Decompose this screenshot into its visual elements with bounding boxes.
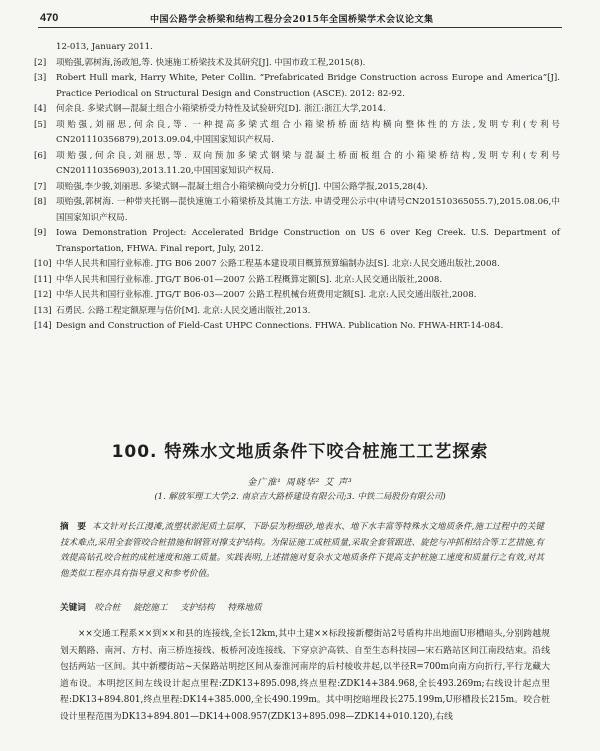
reference-item (34, 149, 560, 180)
reference-text: 项贻强,李少骏,刘丽思. 多梁式钢—混凝土组合小箱梁横向受力分析[J]. 中国公路学报,2015,28(4). (56, 181, 428, 192)
header-rule (38, 27, 562, 28)
reference-number: [7] (34, 181, 47, 192)
reference-number: [10] (34, 259, 52, 269)
reference-text: 石勇民. 公路工程定额原理与估价[M]. 北京:人民交通出版社,2013. (56, 305, 311, 316)
reference-item (34, 257, 560, 273)
keyword: 旋挖施工 (133, 603, 168, 613)
reference-item (34, 71, 560, 102)
reference-item (34, 102, 560, 118)
page-header (0, 0, 600, 32)
reference-number: [8] (34, 197, 47, 207)
reference-item (34, 195, 560, 226)
body-paragraph: ××交通工程系××到××和县的连接线,全长12km,其中土建××标段接新樱街站2号盾构井出地面U形槽暗头,分别跨越规划天鹅路、南河、方村、南三桥连接线、板桥河凌连接线、下穿京沪高铁、自至生态科技园—宋石路站区间江南段结束。沿线包括两站一区间。其中新樱街站~天保路站明挖区间从泰淮河南岸的后村棱收井起,以半径R=700m向南方向折行,平行龙藏大道布设。本明挖区间左线设计起点里程:ZDK13+895.098,终点里程:ZDK14+384.968,全长493.269m;右线设计起点里程:DK13+894.801,终点里程:DK14+385.000,全长490.199m。其中明挖暗埋段长275.199m,U形槽段长215m。咬合桩设计里程范围为DK13+894.801—DK14+008.957(ZDK13+895.098—ZDK14+010.120),右线 (60, 629, 550, 722)
running-title: 中国公路学会桥梁和结构工程分会2015年全国桥梁学术会议论文集 (150, 15, 434, 25)
reference-number: [12] (34, 290, 52, 300)
reference-text: 何余良. 多梁式钢—混凝土组合小箱梁桥受力特性及试验研究[D]. 浙江:浙江大学,2014. (56, 104, 386, 114)
reference-item (34, 56, 560, 72)
reference-text: 项贻强,郭树海,汤政旭,等. 快速施工桥梁技术及其研究[J]. 中国市政工程,2015(8). (56, 57, 366, 68)
reference-item (56, 40, 560, 56)
reference-text: 中华人民共和国行业标准. JTG/T B06-03—2007 公路工程机械台班费用定额[S]. 北京:人民交通出版社,2008. (56, 290, 477, 300)
reference-text: 中华人民共和国行业标准. JTG/T B06-01—2007 公路工程概算定额[S]. 北京:人民交通出版社,2008. (56, 274, 443, 285)
reference-text: 项贻强,何余良,刘丽思,等. 双向预加多梁式钢梁与混凝土桥面板组合的小箱梁桥结构,发明专利(专利号 CN201110356903),2013.11.20,中国国家知识产权局. (56, 150, 560, 176)
abstract-label: 摘 要 (60, 522, 87, 532)
reference-text: Robert Hull mark, Harry White, Peter Collin. “Prefabricated Bridge Construction across Europe and America”[J]. Practice Periodical on Structural Design and Construction (ASCE). 2012: 82-92. (56, 73, 560, 99)
reference-number: [4] (34, 104, 47, 114)
abstract-text: 本文针对长江漫滩,流塑状淤泥质土层厚、下卧层为粉细砂,地表水、地下水丰富等特殊水文地质条件,施工过程中的关键技术难点,采用全套管咬合桩措施和钢管对撑支护结构。为保证施工成桩质量,采取全套管跟进、旋挖与冲抓相结合等工艺措施,有效提高钻孔咬合桩的成桩速度和施工质量。实践表明,上述措施对复杂水文地质条件下提高支护桩施工速度和质量行之有效,对其他类似工程亦具有指导意义和参考价值。 (60, 522, 544, 579)
reference-text: 12-013, January 2011. (56, 42, 153, 52)
keywords-label: 关键词 (60, 603, 86, 613)
reference-item (34, 288, 560, 304)
reference-number: [9] (34, 228, 47, 238)
keywords (60, 601, 544, 616)
keyword: 咬合桩 (94, 603, 121, 613)
reference-list (34, 40, 560, 335)
reference-text: 项贻强,刘丽思,何余良,等. 一种提高多梁式组合小箱梁桥桥面结构横向整体性的方法,发明专利(专利号 CN201110356879),2013.09.04,中国国家知识产权局. (56, 119, 560, 145)
reference-item (34, 118, 560, 149)
reference-item (34, 273, 560, 289)
article-affiliations: (1. 解放军理工大学;2. 南京吉大路桥建设有限公司;3. 中铁二局股份有限公司) (154, 492, 446, 502)
reference-item (34, 226, 560, 257)
keyword: 特殊地质 (227, 603, 262, 613)
reference-item (34, 319, 560, 335)
abstract (60, 520, 544, 582)
reference-number: [6] (34, 150, 47, 161)
reference-number: [5] (34, 119, 47, 130)
page-number: 470 (40, 12, 59, 24)
reference-text: 项贻强,郭树海. 一种带夹托钢—混快速施工小箱梁桥及其施工方法. 申请受理公示中(申请号CN201510365055.7),2015.08.06,中国国家知识产权局. (56, 197, 560, 223)
reference-text: 中华人民共和国行业标准. JTG B06 2007 公路工程基本建设项目概算预算编制办法[S]. 北京:人民交通出版社,2008. (56, 259, 500, 269)
reference-text: Iowa Demonstration Project: Accelerated Bridge Construction on US 6 over Keg Creek. U.S. Department of Transportation, FHWA. Final report, July, 2012. (56, 228, 560, 254)
keyword: 支护结构 (180, 603, 215, 613)
reference-text: Design and Construction of Field-Cast UHPC Connections. FHWA. Publication No. FHWA-HRT-14-084. (56, 321, 504, 331)
reference-number: [2] (34, 57, 47, 68)
article-title: 100. 特殊水文地质条件下咬合桩施工工艺探索 (111, 442, 489, 462)
reference-number: [14] (34, 321, 52, 331)
reference-item (34, 180, 560, 196)
article-authors: 金广淮¹ 周晓华² 艾 声³ (247, 478, 353, 488)
reference-number: [13] (34, 305, 52, 316)
reference-item (34, 304, 560, 320)
reference-number: [3] (34, 73, 47, 83)
reference-number: [11] (34, 274, 52, 285)
